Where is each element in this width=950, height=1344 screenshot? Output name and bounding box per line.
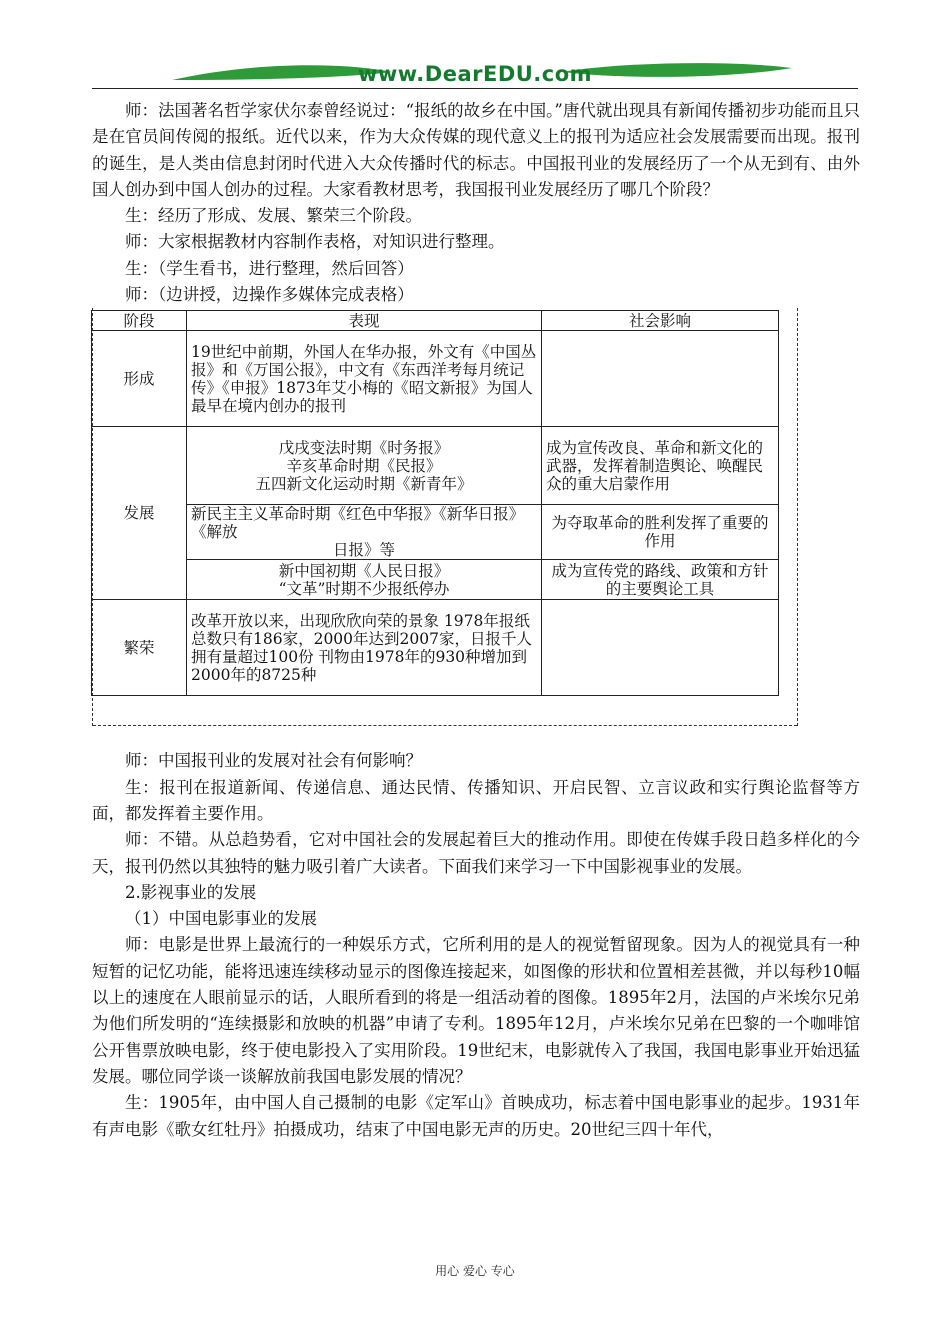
performance-cell [187, 427, 542, 505]
performance-line: 五四新文化运动时期《新青年》 [255, 474, 473, 493]
paragraph: 师：不错。从总趋势看，它对中国社会的发展起着巨大的推动作用。即使在传媒手段日趋多样化的今天，报刊仍然以其独特的魅力吸引着广大读者。下面我们来学习一下中国影视事业的发展。 [92, 830, 860, 876]
performance-cell [187, 560, 542, 600]
performance-line: 日报》等 [332, 541, 395, 560]
performance-cell: 改革开放以来，出现欣欣向荣的景象 1978年报纸总数只有186家，2000年达到2007家，日报千人拥有量超过100份 刊物由1978年的930种增加到2000年的8725种 [187, 600, 542, 696]
paragraph: 师：法国著名哲学家伏尔泰曾经说过：“报纸的故乡在中国。”唐代就出现具有新闻传播初步功能而且只是在官员间传阅的报纸。近代以来，作为大众传媒的现代意义上的报刊为适应社会发展需要而出现。报刊的诞生，是人类由信息封闭时代进入大众传播时代的标志。中国报刊业的发展经历了一个从无到有、由外国人创办到中国人创办的过程。大家看教材思考，我国报刊业发展经历了哪几个阶段？ [92, 101, 860, 199]
paragraph: 师：大家根据教材内容制作表格，对知识进行整理。 [125, 232, 505, 252]
header-impact: 社会影响 [542, 311, 779, 331]
stage-cell: 发展 [92, 427, 187, 600]
header-divider [92, 88, 858, 89]
impact-cell [542, 600, 779, 696]
table-row [92, 427, 779, 505]
newspaper-development-table [91, 310, 779, 696]
paragraph: 师：（边讲授，边操作多媒体完成表格） [125, 285, 414, 305]
paragraph: 生：报刊在报道新闻、传递信息、通达民情、传播知识、开启民智、立言议政和实行舆论监督等方面，都发挥着主要作用。 [92, 777, 860, 823]
table-row [92, 331, 779, 427]
page-footer: 用心 爱心 专心 [435, 1264, 515, 1278]
table-row [92, 560, 779, 600]
table-row [92, 600, 779, 696]
site-logo-text[interactable]: www.DearEDU.com [357, 62, 593, 86]
performance-line: “文革”时期不少报纸停办 [278, 579, 450, 598]
paragraph: 生：1905年，由中国人自己摄制的电影《定军山》首映成功，标志着中国电影事业的起步。1931年有声电影《歌女红牡丹》拍摄成功，结束了中国电影无声的历史。20世纪三四十年代， [92, 1093, 860, 1139]
impact-cell: 为夺取革命的胜利发挥了重要的作用 [542, 505, 779, 560]
performance-line: 辛亥革命时期《民报》 [286, 456, 442, 475]
paragraph: 生：经历了形成、发展、繁荣三个阶段。 [125, 206, 422, 226]
section-heading: 2.影视事业的发展 [125, 882, 257, 902]
performance-cell: 19世纪中前期，外国人在华办报，外文有《中国丛报》和《万国公报》，中文有《东西洋考每月统记传》《申报》1873年艾小梅的《昭文新报》为国人最早在境内创办的报刊 [187, 331, 542, 427]
table-frame [92, 308, 798, 726]
performance-line: 新中国初期《人民日报》 [278, 561, 450, 580]
performance-line: 新民主主义革命时期《红色中华报》《新华日报》《解放 [191, 505, 525, 542]
table-header-row [92, 311, 779, 331]
dashed-frame-bottom [93, 725, 797, 726]
impact-cell [542, 331, 779, 427]
paragraph: 生：（学生看书，进行整理，然后回答） [125, 258, 414, 278]
stage-cell: 繁荣 [92, 600, 187, 696]
document-body [92, 98, 860, 1143]
subsection-heading: （1）中国电影事业的发展 [125, 909, 317, 929]
performance-cell [187, 505, 542, 560]
paragraph: 师：电影是世界上最流行的一种娱乐方式，它所利用的是人的视觉暂留现象。因为人的视觉具有一种短暂的记忆功能，能将迅速连续移动显示的图像连接起来，如图像的形状和位置相差甚微，并以每秒10幅以上的速度在人眼前显示的话，人眼所看到的将是一组活动着的图像。1895年2月，法国的卢米埃尔兄弟为他们所发明的“连续摄影和放映的机器”申请了专利。1895年12月，卢米埃尔兄弟在巴黎的一个咖啡馆公开售票放映电影，终于使电影投入了实用阶段。19世纪末，电影就传入了我国，我国电影事业开始迅猛发展。哪位同学谈一谈解放前我国电影发展的情况？ [92, 935, 860, 1086]
site-header-logo [92, 58, 858, 92]
table-row [92, 505, 779, 560]
performance-line: 戊戌变法时期《时务报》 [278, 438, 450, 457]
header-stage: 阶段 [92, 311, 187, 331]
paragraph: 师：中国报刊业的发展对社会有何影响？ [125, 751, 422, 771]
header-performance: 表现 [187, 311, 542, 331]
impact-cell: 成为宣传党的路线、政策和方针的主要舆论工具 [542, 560, 779, 600]
impact-cell: 成为宣传改良、革命和新文化的武器，发挥着制造舆论、唤醒民众的重大启蒙作用 [542, 427, 779, 505]
stage-cell: 形成 [92, 331, 187, 427]
